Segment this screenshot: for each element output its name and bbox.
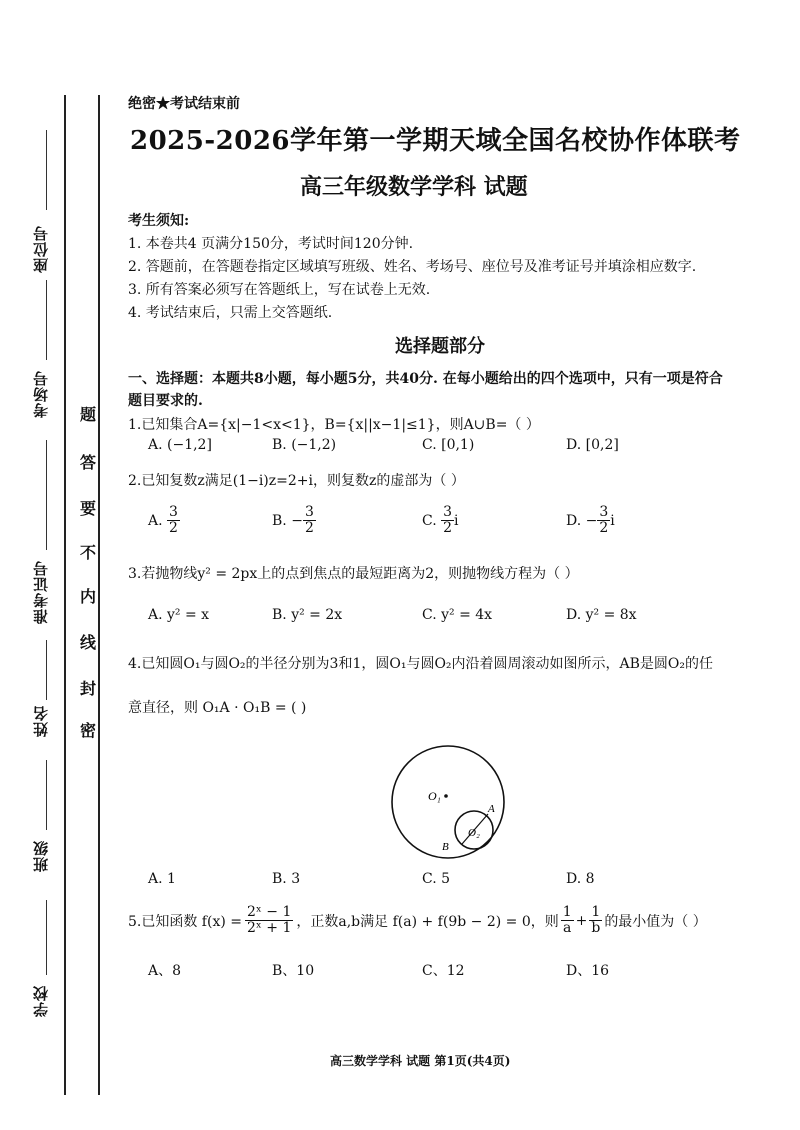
inv-a-fraction bbox=[561, 905, 574, 937]
q3-option-d: D. y² = 8x bbox=[566, 607, 637, 623]
seal-char: 内 bbox=[80, 587, 97, 606]
q2-option-b bbox=[272, 505, 316, 537]
option-letter: C. bbox=[422, 512, 437, 529]
notice-item: 2. 答题前，在答题卷指定区域填写班级、姓名、考场号、座位号及准考证号并填涂相应数字. bbox=[128, 259, 697, 275]
numerator: 1 bbox=[591, 904, 601, 920]
fraction bbox=[167, 505, 180, 537]
q4-circles-figure bbox=[380, 736, 520, 866]
q2-option-d bbox=[566, 505, 615, 537]
notice-item: 3. 所有答案必须写在答题纸上，写在试卷上无效. bbox=[128, 282, 431, 298]
denominator: a bbox=[563, 920, 572, 937]
label-o2: O₂ bbox=[468, 827, 480, 839]
q4-stem-line1: 4.已知圆O₁与圆O₂的半径分别为3和1，圆O₁与圆O₂内沿着圆周滚动如图所示，AB是圆O₂的任 bbox=[128, 656, 714, 672]
q3-option-a: A. y² = x bbox=[148, 607, 210, 623]
imag-unit: i bbox=[454, 512, 459, 529]
option-letter: B. bbox=[272, 512, 287, 529]
section-title: 选择题部分 bbox=[395, 336, 485, 357]
q5-option-d: D、16 bbox=[566, 963, 610, 979]
point-o1 bbox=[444, 794, 448, 798]
class-blank-line bbox=[46, 760, 47, 830]
q4-option-b: B. 3 bbox=[272, 871, 301, 887]
numerator: 2ˣ − 1 bbox=[247, 904, 292, 920]
seal-char: 线 bbox=[80, 633, 97, 652]
q5-stem-pre: 5.已知函数 f(x) = bbox=[128, 913, 242, 930]
numerator: 3 bbox=[304, 504, 314, 520]
seat-label: 座位号 bbox=[32, 225, 50, 273]
numerator: 1 bbox=[562, 904, 572, 920]
denominator: 2 bbox=[443, 520, 453, 537]
f-fraction bbox=[245, 905, 293, 937]
numerator: 3 bbox=[599, 504, 609, 520]
ticket-label: 准考证号 bbox=[32, 560, 50, 624]
q2-option-a bbox=[148, 505, 180, 537]
q1-stem: 1.已知集合A={x|−1<x<1}，B={x||x−1|≤1}，则A∪B=（ ） bbox=[128, 417, 540, 433]
label-b: B bbox=[442, 841, 449, 853]
name-blank-line bbox=[46, 640, 47, 700]
q3-option-c: C. y² = 4x bbox=[422, 607, 493, 623]
denominator: 2 bbox=[169, 520, 178, 537]
numerator: 3 bbox=[443, 504, 453, 520]
denominator: 2 bbox=[599, 520, 609, 537]
fraction bbox=[597, 505, 610, 537]
secret-mark: 绝密★考试结束前 bbox=[128, 96, 240, 112]
q5-stem-end: 的最小值为（ ） bbox=[604, 913, 707, 930]
q4-stem-line2: 意直径，则 O₁A · O₁B = ( ) bbox=[128, 700, 307, 716]
notice-heading: 考生须知: bbox=[128, 213, 190, 229]
q1-option-c: C. [0,1) bbox=[422, 437, 475, 453]
option-letter: A. bbox=[148, 512, 163, 529]
minus-sign: − bbox=[585, 512, 598, 529]
plus-sign: + bbox=[575, 912, 588, 929]
room-blank-line bbox=[46, 280, 47, 360]
q4-option-c: C. 5 bbox=[422, 871, 451, 887]
inv-b-fraction bbox=[589, 905, 602, 937]
exam-subtitle: 高三年级数学学科 试题 bbox=[300, 174, 528, 200]
seal-char: 要 bbox=[80, 499, 97, 518]
fraction bbox=[303, 505, 316, 537]
seal-char: 题 bbox=[80, 405, 97, 424]
minus-sign: − bbox=[291, 512, 303, 529]
ticket-blank-line bbox=[46, 440, 47, 550]
q1-option-a: A. (−1,2] bbox=[148, 437, 212, 453]
notice-item: 4. 考试结束后，只需上交答题纸. bbox=[128, 305, 333, 321]
part-intro-line: 一、选择题：本题共8小题，每小题5分，共40分. 在每小题给出的四个选项中，只有一项是符合 bbox=[128, 371, 723, 387]
label-a: A bbox=[488, 803, 495, 815]
q5-option-b: B、10 bbox=[272, 963, 315, 979]
denominator: 2 bbox=[304, 520, 314, 537]
name-label: 姓名 bbox=[32, 705, 50, 737]
seat-blank-line bbox=[46, 130, 47, 210]
denominator: 2ˣ + 1 bbox=[247, 920, 292, 937]
q3-stem: 3.若抛物线y² = 2px上的点到焦点的最短距离为2，则抛物线方程为（ ） bbox=[128, 566, 579, 582]
seal-char: 不 bbox=[80, 543, 97, 562]
seal-char: 密 bbox=[80, 721, 97, 740]
q5-option-c: C、12 bbox=[422, 963, 465, 979]
imag-unit: i bbox=[610, 512, 615, 529]
exam-title: 2025-2026学年第一学期天域全国名校协作体联考 bbox=[130, 126, 741, 156]
q5-stem-mid: ，正数a,b满足 f(a) + f(9b − 2) = 0，则 bbox=[296, 913, 559, 930]
denominator: b bbox=[591, 920, 601, 937]
class-label: 班级 bbox=[32, 840, 50, 872]
q5-stem bbox=[128, 905, 707, 937]
q1-option-d: D. [0,2] bbox=[566, 437, 619, 453]
page-footer: 高三数学学科 试题 第1页(共4页) bbox=[330, 1054, 511, 1068]
seal-char: 封 bbox=[80, 679, 97, 698]
q4-option-d: D. 8 bbox=[566, 871, 595, 887]
numerator: 3 bbox=[169, 504, 178, 520]
school-label: 学校 bbox=[32, 985, 50, 1017]
binding-line-outer bbox=[64, 95, 66, 1095]
q3-option-b: B. y² = 2x bbox=[272, 607, 343, 623]
q1-option-b: B. (−1,2) bbox=[272, 437, 337, 453]
school-blank-line bbox=[46, 900, 47, 975]
seal-char: 答 bbox=[80, 453, 97, 472]
fraction bbox=[441, 505, 454, 537]
option-letter: D. bbox=[566, 512, 582, 529]
room-label: 考场号 bbox=[32, 370, 50, 418]
q4-option-a: A. 1 bbox=[148, 871, 176, 887]
q2-stem: 2.已知复数z满足(1−i)z=2+i，则复数z的虚部为（ ） bbox=[128, 473, 465, 489]
part-intro-line: 题目要求的. bbox=[128, 393, 203, 409]
q5-option-a: A、8 bbox=[148, 963, 182, 979]
binding-line-inner bbox=[98, 95, 100, 1095]
notice-item: 1. 本卷共4 页满分150分，考试时间120分钟. bbox=[128, 236, 414, 252]
label-o1: O₁ bbox=[428, 789, 441, 803]
q2-option-c bbox=[422, 505, 459, 537]
